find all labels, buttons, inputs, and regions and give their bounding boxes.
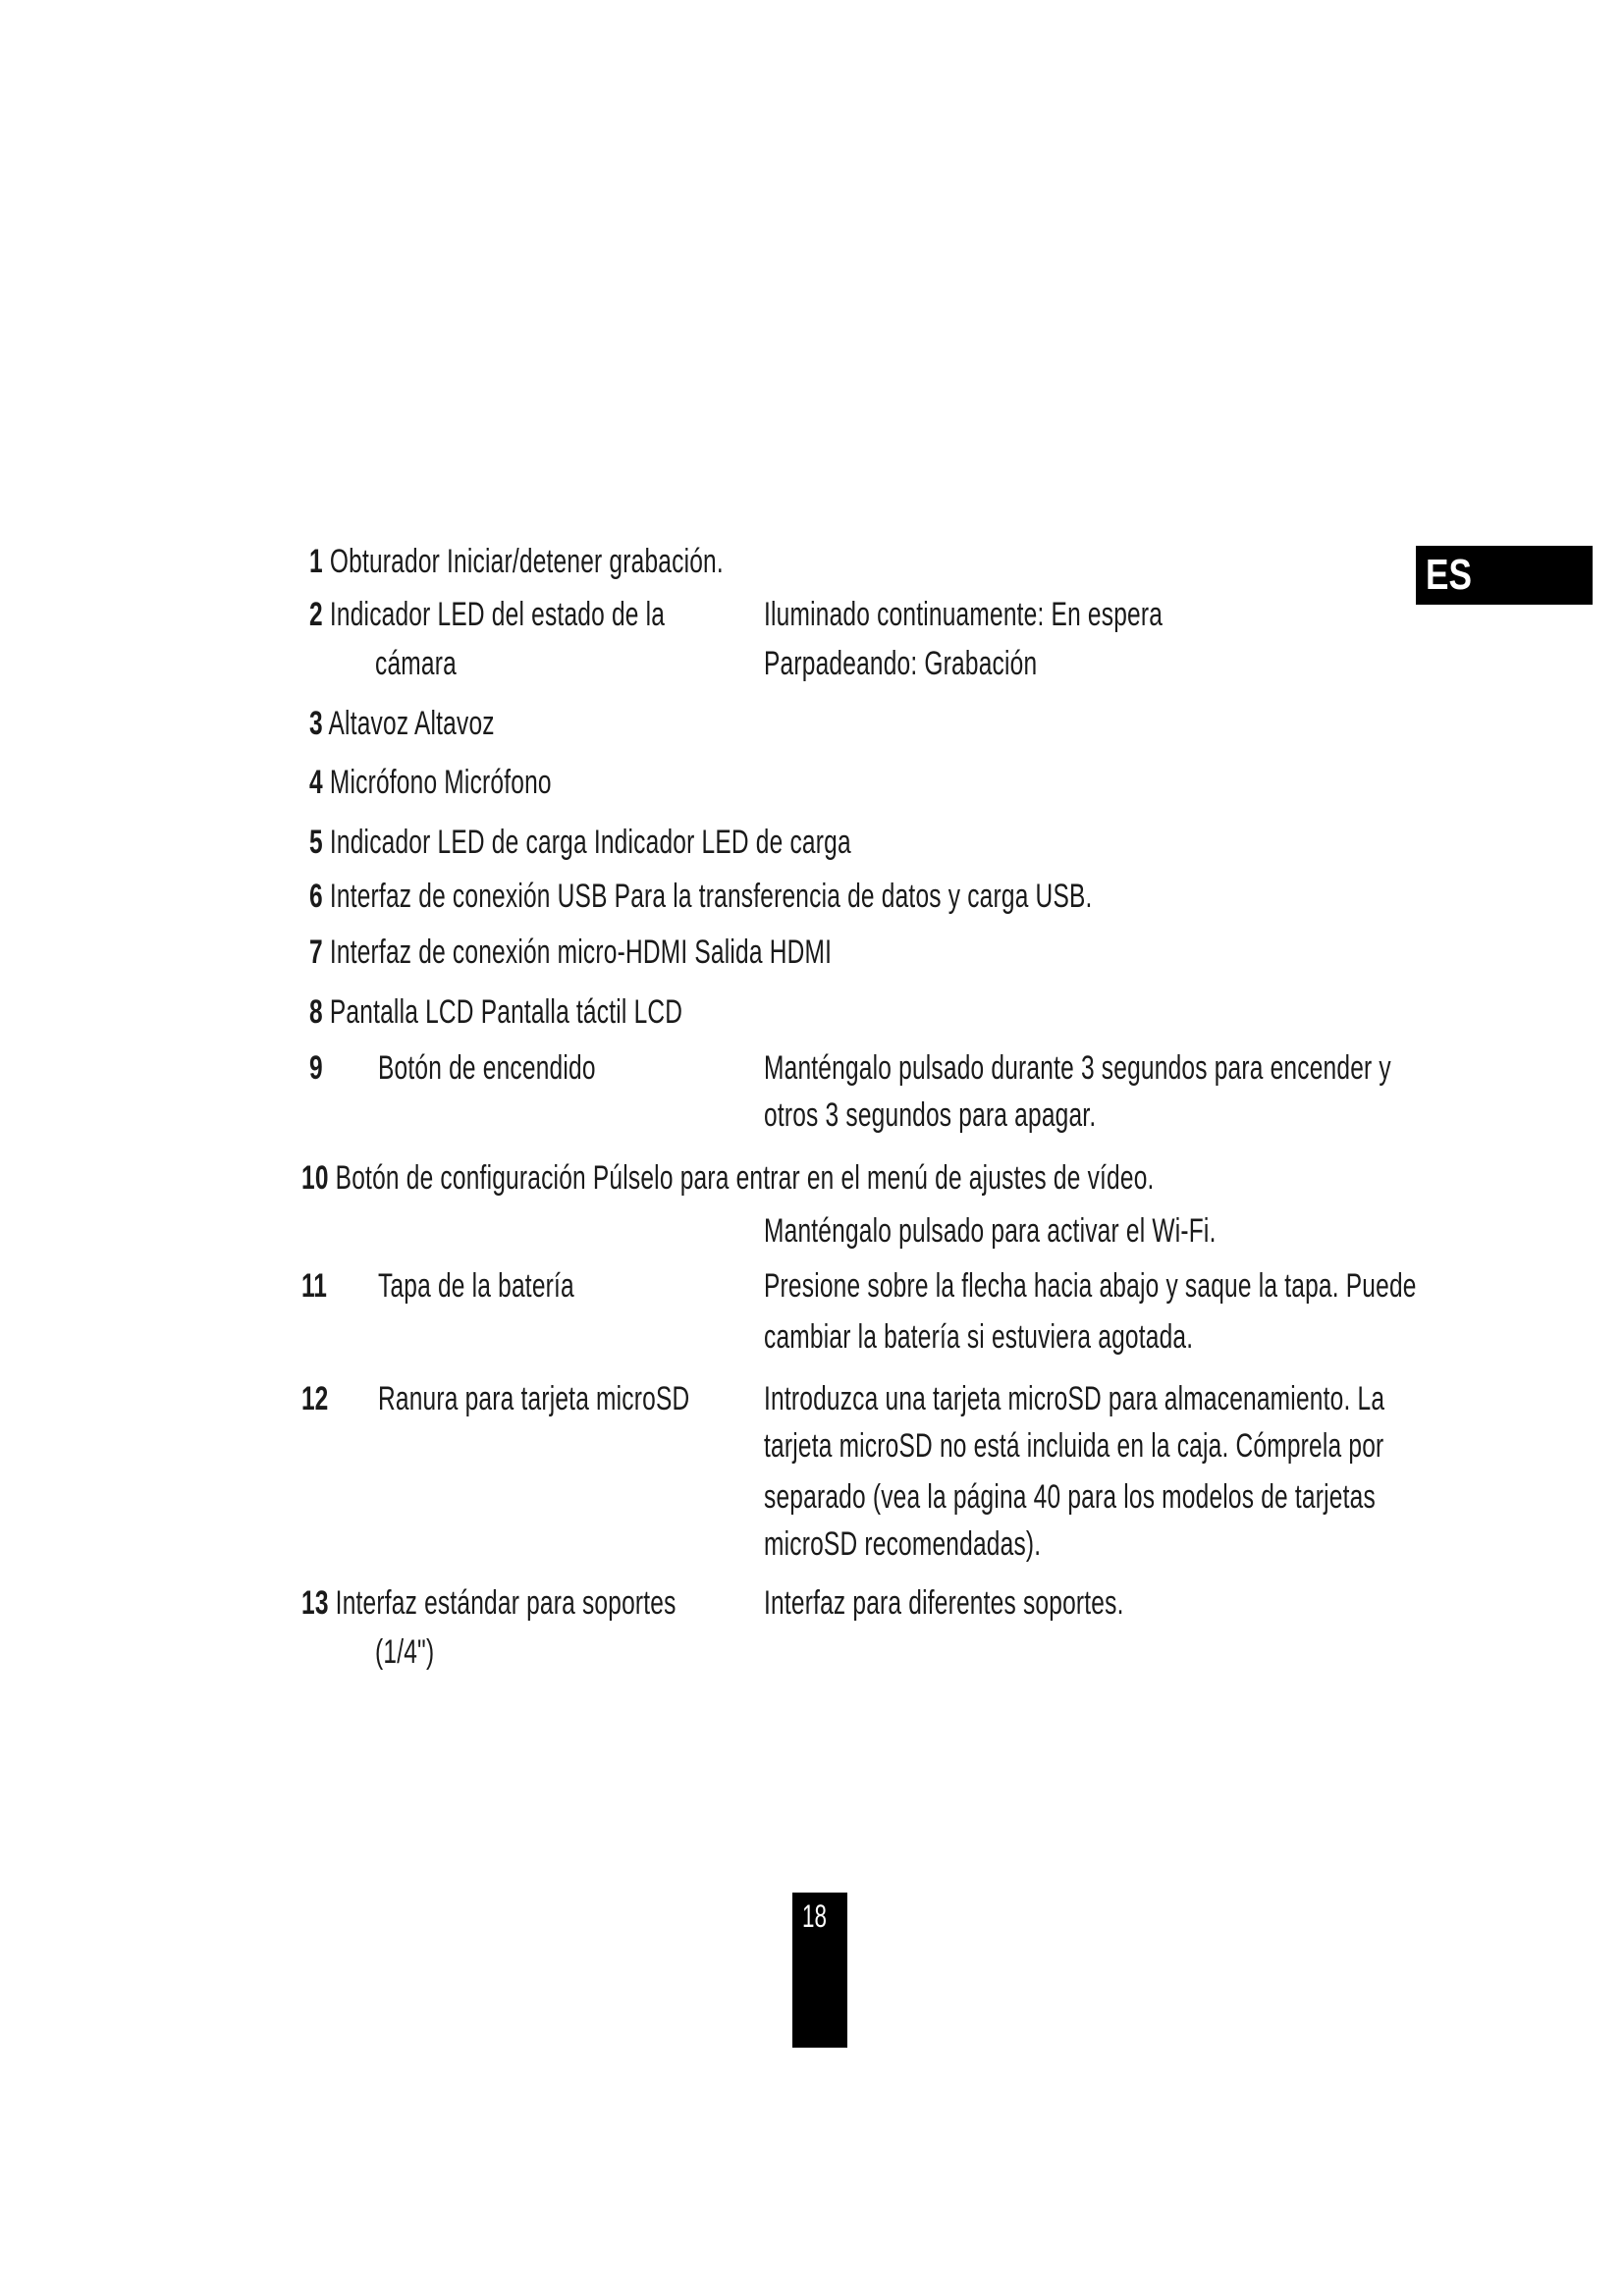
- item-2-label-cont: [375, 644, 457, 683]
- item-13-desc-line-1: Interfaz para diferentes soportes.: [764, 1584, 1124, 1622]
- item-number: 3: [309, 705, 323, 742]
- item-11-label: Tapa de la batería: [378, 1267, 574, 1305]
- item-12-desc-line-2: tarjeta microSD no está incluida en la caja. Cómprela por: [764, 1427, 1384, 1465]
- item-number: 7: [309, 934, 323, 971]
- language-badge-label: ES: [1426, 551, 1472, 599]
- item-label: Interfaz estándar para soportes: [335, 1584, 677, 1622]
- item-label: Botón de configuración Púlselo para entrar en el menú de ajustes de vídeo.: [335, 1159, 1155, 1197]
- language-badge: [1416, 546, 1593, 605]
- item-number: 13: [301, 1584, 329, 1622]
- item-2: [309, 595, 665, 634]
- item-9-desc-line-1: Manténgalo pulsado durante 3 segundos para encender y: [764, 1049, 1391, 1087]
- item-11-desc-line-2: cambiar la batería si estuviera agotada.: [764, 1318, 1194, 1356]
- item-9-desc-line-2: otros 3 segundos para apagar.: [764, 1096, 1097, 1134]
- item-7: [309, 933, 832, 972]
- item-2-desc-line-1: Iluminado continuamente: En espera: [764, 596, 1164, 633]
- item-label-continued: cámara: [375, 645, 457, 682]
- item-12-desc-line-3: separado (vea la página 40 para los modelos de tarjetas: [764, 1478, 1376, 1516]
- item-10: [301, 1158, 1155, 1198]
- item-1: [309, 542, 724, 581]
- page-number-tab: [792, 1893, 847, 2048]
- item-number: 8: [309, 993, 323, 1031]
- item-label: Pantalla LCD Pantalla táctil LCD: [329, 993, 683, 1031]
- item-12-desc-line-1: Introduzca una tarjeta microSD para almacenamiento. La: [764, 1380, 1385, 1417]
- item-label: Altavoz Altavoz: [328, 705, 495, 742]
- item-label: Interfaz de conexión USB Para la transferencia de datos y carga USB.: [329, 878, 1093, 915]
- item-number: 1: [309, 543, 323, 580]
- item-label: Micrófono Micrófono: [329, 764, 552, 801]
- item-13: [301, 1583, 677, 1623]
- item-number: 2: [309, 596, 323, 633]
- item-number: 5: [309, 824, 323, 861]
- item-number: 10: [301, 1159, 329, 1197]
- item-9-number: 9: [309, 1049, 323, 1087]
- item-5: [309, 823, 851, 862]
- item-11-desc-line-1: Presione sobre la flecha hacia abajo y saque la tapa. Puede: [764, 1267, 1417, 1305]
- item-8: [309, 992, 682, 1032]
- item-10-desc-line-2: Manténgalo pulsado para activar el Wi-Fi.: [764, 1212, 1217, 1250]
- item-2-desc-line-2: Parpadeando: Grabación: [764, 645, 1038, 682]
- item-label: Obturador Iniciar/detener grabación.: [329, 543, 724, 580]
- item-12-desc-line-4: microSD recomendadas).: [764, 1525, 1042, 1563]
- item-13-label-cont: (1/4"): [375, 1633, 435, 1671]
- item-11-number: 11: [301, 1267, 327, 1305]
- item-6: [309, 877, 1093, 916]
- item-label: Interfaz de conexión micro-HDMI Salida HDMI: [329, 934, 833, 971]
- item-label: Indicador LED del estado de la: [329, 596, 666, 633]
- item-4: [309, 763, 552, 802]
- page-number: 18: [802, 1898, 827, 1934]
- item-9-label: Botón de encendido: [378, 1049, 596, 1087]
- item-number: 6: [309, 878, 323, 915]
- item-number: 4: [309, 764, 323, 801]
- item-12-label: Ranura para tarjeta microSD: [378, 1380, 690, 1417]
- item-12-number: 12: [301, 1380, 329, 1417]
- item-label: Indicador LED de carga Indicador LED de carga: [329, 824, 851, 861]
- item-3: [309, 704, 495, 743]
